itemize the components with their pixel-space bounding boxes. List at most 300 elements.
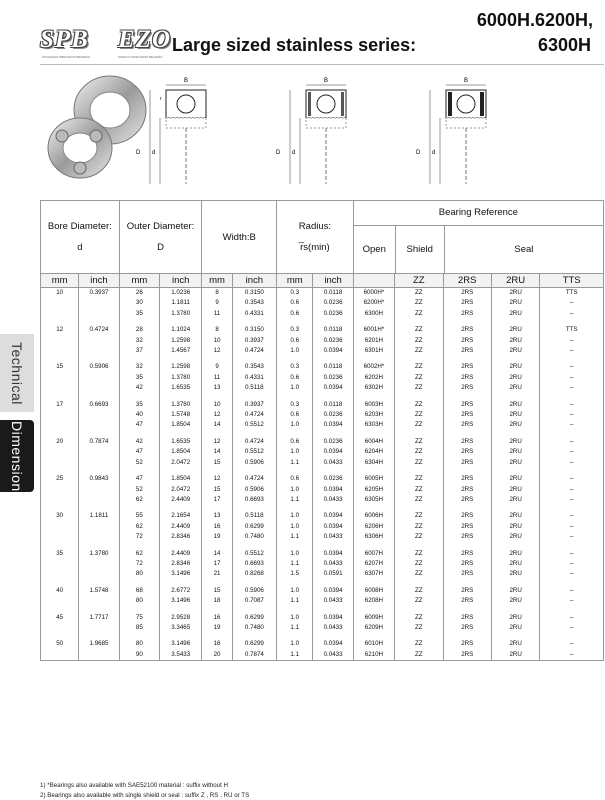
table-cell: 6001H* xyxy=(353,325,394,335)
table-cell: 2RU xyxy=(491,650,539,661)
table-cell: – xyxy=(540,613,604,623)
table-cell: – xyxy=(540,309,604,319)
table-cell: 62 xyxy=(119,549,159,559)
table-cell: 0.0394 xyxy=(313,511,353,521)
table-cell: 2RS xyxy=(443,511,491,521)
bore-mm: 30 xyxy=(41,511,79,521)
table-cell: 0.5906 xyxy=(232,458,276,468)
table-cell: 75 xyxy=(119,613,159,623)
table-cell: 0.0394 xyxy=(313,447,353,457)
table-cell: 1.1024 xyxy=(160,325,202,335)
table-cell: 0.5512 xyxy=(232,549,276,559)
table-cell: 6206H xyxy=(353,522,394,532)
table-cell: 42 xyxy=(119,383,159,393)
bore-mm xyxy=(41,522,79,532)
bore-mm xyxy=(41,447,79,457)
table-cell: 2RU xyxy=(491,474,539,484)
table-cell: 2RS xyxy=(443,383,491,393)
table-cell: 2.4409 xyxy=(160,522,202,532)
table-cell: 2.6772 xyxy=(160,586,202,596)
shield-header: Shield xyxy=(395,226,444,273)
table-cell: 0.0236 xyxy=(313,336,353,346)
table-cell: 85 xyxy=(119,623,159,633)
table-cell: 1.0236 xyxy=(160,288,202,299)
table-cell: 2RS xyxy=(443,613,491,623)
table-cell: 0.6 xyxy=(277,309,313,319)
table-cell: 2.8346 xyxy=(160,532,202,542)
bore-mm: 12 xyxy=(41,325,79,335)
table-cell: 35 xyxy=(119,400,159,410)
table-cell: 1.8504 xyxy=(160,420,202,430)
table-cell: 1.1 xyxy=(277,559,313,569)
table-cell: 16 xyxy=(202,522,232,532)
table-cell: 11 xyxy=(202,309,232,319)
table-cell: ZZ xyxy=(395,522,443,532)
table-cell: 2RU xyxy=(491,288,539,299)
table-cell: 0.5906 xyxy=(232,586,276,596)
table-cell: 0.3150 xyxy=(232,288,276,299)
table-cell: ZZ xyxy=(395,532,443,542)
series-title-right: 6300H xyxy=(537,35,591,55)
bore-inch: 1.9685 xyxy=(79,639,119,649)
table-cell: – xyxy=(540,586,604,596)
table-cell: 42 xyxy=(119,437,159,447)
table-cell: 0.6299 xyxy=(232,522,276,532)
table-cell: 2RS xyxy=(443,458,491,468)
page-title: Large sized stainless series: xyxy=(172,35,417,55)
table-cell: 52 xyxy=(119,458,159,468)
table-cell: 1.2598 xyxy=(160,362,202,372)
table-row xyxy=(41,325,604,335)
table-cell: 2.0472 xyxy=(160,458,202,468)
table-cell: 3.5433 xyxy=(160,650,202,661)
table-cell: 1.3780 xyxy=(160,309,202,319)
table-cell: 72 xyxy=(119,532,159,542)
table-cell: 15 xyxy=(202,586,232,596)
table-cell: 6006H xyxy=(353,511,394,521)
table-cell: 80 xyxy=(119,596,159,606)
table-cell: 1.0 xyxy=(277,549,313,559)
seal-header: Seal xyxy=(444,226,603,273)
table-cell: 2.1654 xyxy=(160,511,202,521)
table-cell: 0.6299 xyxy=(232,639,276,649)
table-cell: 6205H xyxy=(353,485,394,495)
table-cell: ZZ xyxy=(395,373,443,383)
table-cell: 15 xyxy=(202,485,232,495)
table-cell: 0.6 xyxy=(277,410,313,420)
table-cell: – xyxy=(540,650,604,661)
table-cell: 0.0118 xyxy=(313,400,353,410)
table-cell: 40 xyxy=(119,410,159,420)
table-cell: 0.0433 xyxy=(313,458,353,468)
table-cell: 1.6535 xyxy=(160,437,202,447)
table-row xyxy=(41,623,604,633)
table-cell: 6302H xyxy=(353,383,394,393)
table-row xyxy=(41,650,604,661)
table-cell: 2.4409 xyxy=(160,549,202,559)
table-cell: 1.1 xyxy=(277,650,313,661)
table-row xyxy=(41,639,604,649)
table-cell: ZZ xyxy=(395,596,443,606)
table-row xyxy=(41,362,604,372)
table-cell: 2RS xyxy=(443,447,491,457)
unit-cell: inch xyxy=(79,274,119,288)
width-header: Width:B xyxy=(202,201,277,274)
table-cell: 0.5512 xyxy=(232,420,276,430)
table-cell: 13 xyxy=(202,383,232,393)
table-cell: 90 xyxy=(119,650,159,661)
table-cell: 0.5118 xyxy=(232,511,276,521)
table-cell: 6005H xyxy=(353,474,394,484)
table-cell: 6210H xyxy=(353,650,394,661)
table-cell: 1.3780 xyxy=(160,400,202,410)
table-cell: ZZ xyxy=(395,474,443,484)
table-row xyxy=(41,522,604,532)
outer-dia-label: D xyxy=(276,150,281,156)
table-cell: – xyxy=(540,400,604,410)
bore-mm xyxy=(41,298,79,308)
bore-inch xyxy=(79,532,119,542)
table-cell: ZZ xyxy=(395,362,443,372)
table-row xyxy=(41,511,604,521)
bore-mm xyxy=(41,373,79,383)
table-row xyxy=(41,400,604,410)
unit-cell: mm xyxy=(41,274,79,288)
open-bearing-diagram xyxy=(130,72,290,187)
spb-logo: SPB xyxy=(40,26,89,53)
table-cell: 0.0591 xyxy=(313,569,353,579)
table-cell: – xyxy=(540,569,604,579)
table-cell: ZZ xyxy=(395,511,443,521)
table-cell: 62 xyxy=(119,522,159,532)
footnote-2: 2) Bearings also available with single shield or seal : suffix Z , RS , RU or TS xyxy=(40,792,250,799)
table-row xyxy=(41,298,604,308)
table-cell: 6204H xyxy=(353,447,394,457)
bore-inch xyxy=(79,623,119,633)
table-cell: 2RU xyxy=(491,623,539,633)
table-cell: – xyxy=(540,596,604,606)
table-cell: ZZ xyxy=(395,420,443,430)
table-row xyxy=(41,447,604,457)
table-cell: 6207H xyxy=(353,559,394,569)
table-row xyxy=(41,549,604,559)
table-row xyxy=(41,613,604,623)
table-cell: 13 xyxy=(202,511,232,521)
table-cell: 1.0 xyxy=(277,522,313,532)
table-cell: 0.4331 xyxy=(232,373,276,383)
table-cell: 2RS xyxy=(443,586,491,596)
bore-inch: 0.4724 xyxy=(79,325,119,335)
table-cell: 0.4724 xyxy=(232,474,276,484)
table-cell: 1.0 xyxy=(277,346,313,356)
table-cell: 0.0394 xyxy=(313,639,353,649)
table-cell: 0.6 xyxy=(277,373,313,383)
table-cell: ZZ xyxy=(395,383,443,393)
table-cell: 1.1 xyxy=(277,596,313,606)
table-cell: 3.1496 xyxy=(160,569,202,579)
table-cell: 0.0433 xyxy=(313,650,353,661)
table-cell: ZZ xyxy=(395,485,443,495)
table-cell: – xyxy=(540,511,604,521)
table-cell: 2RU xyxy=(491,325,539,335)
table-cell: 0.3543 xyxy=(232,298,276,308)
table-cell: 0.3150 xyxy=(232,325,276,335)
table-cell: 2RU xyxy=(491,437,539,447)
table-cell: ZZ xyxy=(395,549,443,559)
table-cell: 0.3 xyxy=(277,362,313,372)
table-cell: 0.0236 xyxy=(313,410,353,420)
table-cell: 32 xyxy=(119,362,159,372)
units-row xyxy=(41,274,604,288)
footnote-1: 1) *Bearings also available with SAE52100 material : suffix without H xyxy=(40,782,229,789)
bore-inch: 1.7717 xyxy=(79,613,119,623)
bore-dia-label: d xyxy=(432,150,436,156)
table-cell: 0.7480 xyxy=(232,532,276,542)
bore-mm: 45 xyxy=(41,613,79,623)
table-cell: 2RU xyxy=(491,309,539,319)
table-cell: – xyxy=(540,639,604,649)
table-cell: 0.7874 xyxy=(232,650,276,661)
bore-inch: 0.9843 xyxy=(79,474,119,484)
table-cell: 1.0 xyxy=(277,639,313,649)
table-cell: 2RS xyxy=(443,639,491,649)
table-cell: 2RS xyxy=(443,420,491,430)
table-cell: 1.1 xyxy=(277,532,313,542)
tab-technical[interactable]: Technical xyxy=(0,334,34,412)
table-cell: 2RU xyxy=(491,596,539,606)
table-cell: 47 xyxy=(119,474,159,484)
table-cell: 6307H xyxy=(353,569,394,579)
table-cell: ZZ xyxy=(395,309,443,319)
table-cell: 2RS xyxy=(443,559,491,569)
table-cell: 16 xyxy=(202,639,232,649)
table-cell: 1.5 xyxy=(277,569,313,579)
table-cell: 1.1 xyxy=(277,458,313,468)
table-cell: 1.1 xyxy=(277,495,313,505)
bore-inch: 0.6693 xyxy=(79,400,119,410)
table-cell: 2RU xyxy=(491,549,539,559)
table-cell: 14 xyxy=(202,549,232,559)
table-cell: 1.3780 xyxy=(160,373,202,383)
table-cell: 8 xyxy=(202,325,232,335)
bore-inch: 1.5748 xyxy=(79,586,119,596)
table-cell: 0.6 xyxy=(277,474,313,484)
table-cell: 2RS xyxy=(443,400,491,410)
table-cell: 1.8504 xyxy=(160,447,202,457)
unit-cell: inch xyxy=(160,274,202,288)
unit-cell: inch xyxy=(313,274,353,288)
table-cell: 17 xyxy=(202,495,232,505)
table-cell: 6002H* xyxy=(353,362,394,372)
table-row xyxy=(41,569,604,579)
bore-mm xyxy=(41,532,79,542)
outer-dia-label: D xyxy=(136,150,141,156)
table-row xyxy=(41,346,604,356)
table-cell: 2RS xyxy=(443,569,491,579)
table-cell: 47 xyxy=(119,420,159,430)
reference-header: Bearing Reference Open Shield Seal xyxy=(353,201,603,274)
table-cell: 3.1496 xyxy=(160,596,202,606)
tab-dimension[interactable]: Dimension xyxy=(0,420,34,492)
table-cell: ZZ xyxy=(395,410,443,420)
table-row xyxy=(41,383,604,393)
table-cell: 2RU xyxy=(491,410,539,420)
table-cell: – xyxy=(540,458,604,468)
table-cell: 2RS xyxy=(443,623,491,633)
bore-mm xyxy=(41,410,79,420)
bore-mm xyxy=(41,623,79,633)
table-cell: 2RS xyxy=(443,522,491,532)
table-cell: 17 xyxy=(202,559,232,569)
table-cell: 0.0118 xyxy=(313,362,353,372)
table-cell: 0.5906 xyxy=(232,485,276,495)
table-cell: ZZ xyxy=(395,613,443,623)
bore-mm: 20 xyxy=(41,437,79,447)
table-cell: TTS xyxy=(540,325,604,335)
table-cell: 0.7087 xyxy=(232,596,276,606)
header xyxy=(0,0,605,68)
table-row xyxy=(41,410,604,420)
table-cell: 14 xyxy=(202,420,232,430)
table-row xyxy=(41,309,604,319)
table-cell: 80 xyxy=(119,639,159,649)
open-header: Open xyxy=(362,244,386,255)
table-cell: 32 xyxy=(119,336,159,346)
unit-cell: mm xyxy=(119,274,159,288)
table-cell: 6300H xyxy=(353,309,394,319)
table-cell: – xyxy=(540,410,604,420)
bore-inch xyxy=(79,458,119,468)
bore-inch: 1.3780 xyxy=(79,549,119,559)
table-cell: ZZ xyxy=(395,586,443,596)
bore-inch xyxy=(79,559,119,569)
table-row xyxy=(41,336,604,346)
table-cell: 2RU xyxy=(491,586,539,596)
table-cell: 11 xyxy=(202,373,232,383)
table-cell: 2RU xyxy=(491,511,539,521)
table-cell: 0.0394 xyxy=(313,485,353,495)
bore-inch xyxy=(79,346,119,356)
table-cell: – xyxy=(540,532,604,542)
table-cell: 6003H xyxy=(353,400,394,410)
table-row xyxy=(41,288,604,299)
table-cell: 6009H xyxy=(353,613,394,623)
table-cell: 68 xyxy=(119,586,159,596)
unit-cell: 2RS xyxy=(443,274,491,288)
table-cell: 3.1496 xyxy=(160,639,202,649)
table-cell: 3.3465 xyxy=(160,623,202,633)
bore-inch xyxy=(79,522,119,532)
table-cell: 2RU xyxy=(491,639,539,649)
table-cell: 2RS xyxy=(443,309,491,319)
table-cell: 20 xyxy=(202,650,232,661)
bore-inch xyxy=(79,420,119,430)
table-cell: 0.7480 xyxy=(232,623,276,633)
table-cell: 6201H xyxy=(353,336,394,346)
table-cell: 15 xyxy=(202,458,232,468)
table-cell: 2RS xyxy=(443,288,491,299)
bore-header: Bore Diameter: d xyxy=(41,201,120,274)
table-cell: 6203H xyxy=(353,410,394,420)
table-cell: 1.1 xyxy=(277,623,313,633)
table-cell: – xyxy=(540,474,604,484)
table-cell: ZZ xyxy=(395,437,443,447)
table-cell: 0.6 xyxy=(277,298,313,308)
table-cell: 12 xyxy=(202,437,232,447)
table-cell: 6303H xyxy=(353,420,394,430)
table-cell: 0.0236 xyxy=(313,309,353,319)
table-cell: 9 xyxy=(202,362,232,372)
table-cell: 0.3 xyxy=(277,400,313,410)
bore-dia-label: d xyxy=(152,150,156,156)
table-cell: 0.3 xyxy=(277,325,313,335)
bore-dia-label: d xyxy=(292,150,296,156)
bore-mm xyxy=(41,559,79,569)
table-cell: 2RU xyxy=(491,400,539,410)
shield-bearing-diagram xyxy=(270,72,430,187)
table-cell: 0.0394 xyxy=(313,522,353,532)
table-cell: 2RU xyxy=(491,495,539,505)
table-row xyxy=(41,420,604,430)
bore-mm xyxy=(41,596,79,606)
width-label: B xyxy=(464,78,469,84)
table-cell: 0.3937 xyxy=(232,336,276,346)
table-cell: 6209H xyxy=(353,623,394,633)
seal-bearing-diagram xyxy=(410,72,570,187)
table-cell: 0.0433 xyxy=(313,623,353,633)
ezo-logo-caption: SANGYO PRECISION BEARING xyxy=(118,55,163,59)
bore-inch xyxy=(79,596,119,606)
table-cell: 35 xyxy=(119,309,159,319)
table-cell: – xyxy=(540,549,604,559)
bore-mm xyxy=(41,420,79,430)
table-cell: 0.5512 xyxy=(232,447,276,457)
unit-cell: 2RU xyxy=(491,274,539,288)
bore-inch xyxy=(79,309,119,319)
table-cell: 0.0394 xyxy=(313,383,353,393)
table-cell: 2RU xyxy=(491,420,539,430)
table-cell: ZZ xyxy=(395,346,443,356)
table-cell: 2.8346 xyxy=(160,559,202,569)
table-cell: 6200H* xyxy=(353,298,394,308)
table-cell: 14 xyxy=(202,447,232,457)
table-cell: 19 xyxy=(202,623,232,633)
table-cell: 10 xyxy=(202,336,232,346)
table-cell: 9 xyxy=(202,298,232,308)
table-row xyxy=(41,437,604,447)
table-cell: 6301H xyxy=(353,346,394,356)
table-cell: 0.0236 xyxy=(313,474,353,484)
table-cell: 6004H xyxy=(353,437,394,447)
table-cell: – xyxy=(540,383,604,393)
table-row xyxy=(41,559,604,569)
table-cell: 2RU xyxy=(491,559,539,569)
table-cell: – xyxy=(540,298,604,308)
bore-mm: 17 xyxy=(41,400,79,410)
width-label: B xyxy=(184,78,189,84)
table-cell: ZZ xyxy=(395,400,443,410)
header-divider xyxy=(40,64,604,65)
table-cell: 1.6535 xyxy=(160,383,202,393)
table-cell: 52 xyxy=(119,485,159,495)
table-cell: 0.0118 xyxy=(313,325,353,335)
series-title-top: 6000H.6200H, xyxy=(476,10,593,30)
table-row xyxy=(41,373,604,383)
table-cell: 6208H xyxy=(353,596,394,606)
table-cell: 2RS xyxy=(443,362,491,372)
bore-mm xyxy=(41,650,79,661)
unit-cell: ZZ xyxy=(395,274,443,288)
